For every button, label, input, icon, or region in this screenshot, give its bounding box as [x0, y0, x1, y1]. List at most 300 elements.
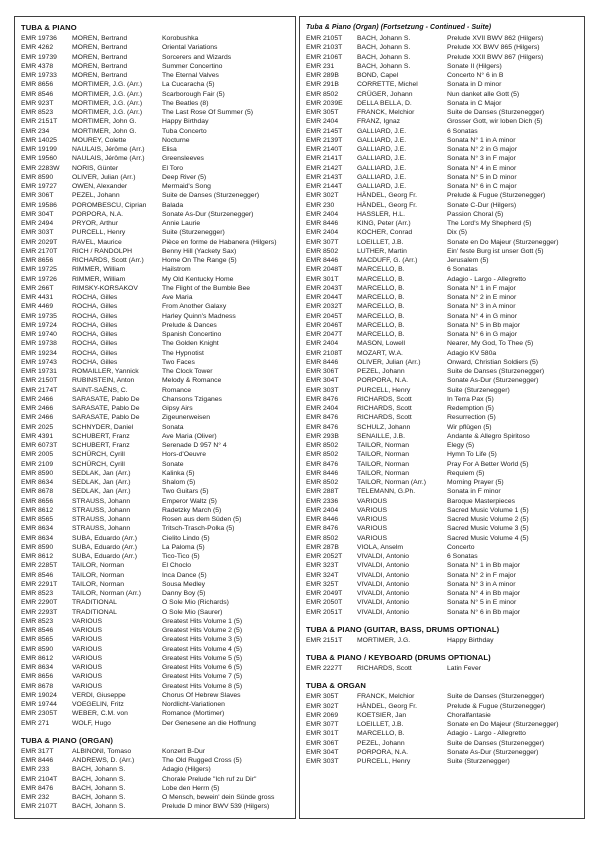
- row-title: Sonata N° 6 in Bb major: [447, 608, 520, 616]
- row-composer: MOREN, Bertrand: [72, 53, 128, 61]
- row-ref: EMR 2227T: [306, 665, 343, 672]
- row-composer: MARCELLO, B.: [357, 275, 405, 283]
- catalog-row: [306, 664, 578, 673]
- row-composer: VARIOUS: [357, 506, 388, 514]
- catalog-row: [21, 524, 289, 533]
- catalog-row: [21, 210, 289, 219]
- catalog-row: [21, 534, 289, 543]
- catalog-row: [306, 432, 578, 441]
- catalog-row: [21, 293, 289, 302]
- catalog-row: [306, 99, 578, 108]
- row-ref: EMR 2029T: [21, 238, 58, 246]
- row-ref: EMR 4378: [21, 62, 54, 70]
- catalog-row: [21, 432, 289, 441]
- row-composer: WEBER, C.M. von: [72, 710, 128, 718]
- row-ref: EMR 8523: [21, 109, 54, 116]
- row-title: Adagio - Largo - Allegretto: [447, 730, 526, 738]
- row-composer: MARCELLO, B.: [357, 294, 405, 301]
- row-composer: BOND, Capel: [357, 72, 399, 79]
- row-ref: EMR 8502: [306, 451, 339, 459]
- row-title: Prelude XVII BWV 862 (Hilgers): [447, 35, 544, 42]
- row-ref: EMR 287B: [306, 543, 339, 551]
- row-title: Sonata N° 4 in Bb major: [447, 590, 520, 597]
- row-ref: EMR 304T: [306, 377, 339, 385]
- row-ref: EMR 2404: [306, 506, 339, 514]
- row-composer: SARASATE, Pablo De: [72, 405, 140, 412]
- catalog-row: [306, 53, 578, 62]
- row-composer: TAILOR, Norman: [357, 451, 409, 459]
- row-ref: EMR 19727: [21, 183, 57, 190]
- row-composer: PURCELL, Henry: [357, 386, 411, 394]
- catalog-section: [21, 735, 289, 812]
- row-composer: SCHÜRCH, Cyrill: [72, 451, 125, 459]
- row-title: The Flight of the Bumble Bee: [162, 284, 251, 292]
- catalog-row: [306, 80, 578, 89]
- row-ref: EMR 307T: [306, 721, 339, 728]
- row-ref: EMR 19560: [21, 155, 57, 163]
- catalog-row: [306, 395, 578, 404]
- row-composer: LUTHER, Martin: [357, 247, 407, 255]
- row-composer: MORTIMER, J.G. (Arr.): [72, 90, 143, 98]
- row-title: Sonata N° 5 in Bb major: [447, 321, 520, 329]
- row-ref: EMR 19744: [21, 701, 57, 708]
- row-ref: EMR 2151T: [306, 636, 343, 644]
- row-title: The Beatles (8): [162, 99, 209, 107]
- row-composer: NORIS, Günter: [72, 164, 119, 172]
- catalog-row: [306, 589, 578, 598]
- row-composer: PORPORA, N.A.: [357, 377, 408, 385]
- row-ref: EMR 2104T: [21, 775, 58, 783]
- row-composer: OWEN, Alexander: [72, 183, 128, 190]
- catalog-row: [306, 321, 578, 330]
- row-ref: EMR 2305T: [21, 710, 58, 718]
- catalog-row: [306, 191, 578, 200]
- row-ref: EMR 2032T: [306, 303, 343, 311]
- row-title: Sonata N° 3 in A minor: [447, 303, 516, 311]
- row-composer: LOEILLET, J.B.: [357, 238, 404, 246]
- row-composer: TAILOR, Norman (Arr.): [72, 590, 141, 597]
- row-ref: EMR 19024: [21, 691, 57, 699]
- catalog-row: [306, 127, 578, 136]
- row-ref: EMR 303T: [21, 229, 54, 237]
- row-ref: EMR 2108T: [306, 349, 343, 357]
- row-title: Sorcerers and Wizards: [162, 53, 232, 61]
- row-composer: VARIOUS: [357, 497, 388, 505]
- row-composer: RICHARDS, Scott: [357, 395, 412, 403]
- row-title: Prelude & Dances: [162, 321, 217, 329]
- catalog-row: [306, 561, 578, 570]
- row-ref: EMR 317T: [21, 747, 54, 755]
- row-title: Rosen aus dem Süden (5): [162, 516, 242, 523]
- row-ref: EMR 8634: [21, 479, 54, 486]
- catalog-row: [306, 302, 578, 311]
- row-title: Baroque Masterpieces: [447, 497, 516, 505]
- row-ref: EMR 8446: [21, 757, 54, 764]
- catalog-row: [306, 534, 578, 543]
- catalog-row: [306, 552, 578, 561]
- row-title: Harley Quinn's Madness: [162, 312, 236, 320]
- row-composer: ROCHA, Gilles: [72, 331, 118, 338]
- row-composer: TRADITIONAL: [72, 608, 117, 616]
- row-composer: MORTIMER, J.G. (Arr.): [72, 99, 143, 107]
- row-title: Concerto N° 6 in B: [447, 72, 504, 79]
- row-ref: EMR 2150T: [21, 377, 58, 385]
- row-composer: MARCELLO, B.: [357, 303, 405, 311]
- row-ref: EMR 19743: [21, 358, 57, 366]
- row-ref: EMR 2404: [306, 229, 339, 237]
- row-title: Chorale Prelude "Ich ruf zu Dir": [162, 775, 257, 783]
- row-title: Suite (Sturzenegger): [162, 229, 225, 237]
- row-title: Happy Birthday: [447, 636, 494, 644]
- catalog-row: [306, 275, 578, 284]
- row-title: Nocturne: [162, 136, 190, 144]
- row-title: O Sole Mio (Richards): [162, 599, 229, 607]
- row-composer: VARIOUS: [72, 636, 103, 644]
- catalog-row: [21, 228, 289, 237]
- row-ref: EMR 2141T: [306, 155, 343, 163]
- row-title: Dix (5): [447, 229, 468, 237]
- row-composer: VARIOUS: [72, 673, 103, 681]
- row-composer: VARIOUS: [72, 617, 103, 625]
- catalog-row: [21, 284, 289, 293]
- catalog-row: [21, 154, 289, 163]
- row-composer: RIMMER, William: [72, 266, 126, 274]
- row-ref: EMR 8502: [306, 479, 339, 486]
- catalog-row: [306, 515, 578, 524]
- row-ref: EMR 8590: [21, 543, 54, 551]
- catalog-row: [21, 80, 289, 89]
- catalog-section: [306, 22, 578, 617]
- row-title: Greensleeves: [162, 155, 204, 163]
- row-composer: ROMAILLER, Yannick: [72, 368, 139, 375]
- row-title: The Lord's My Shepherd (5): [447, 220, 532, 227]
- row-ref: EMR 8656: [21, 673, 54, 681]
- row-title: Sonate: [162, 460, 184, 468]
- row-ref: EMR 8446: [306, 358, 339, 366]
- catalog-row: [306, 487, 578, 496]
- row-title: Adagio (Hilgers): [162, 766, 211, 774]
- left-column-panel: [14, 16, 296, 819]
- row-title: Sonate As-Dur (Sturzenegger): [447, 748, 539, 756]
- row-title: El Choclo: [162, 562, 192, 570]
- row-title: Hors-d'Oeuvre: [162, 451, 206, 459]
- row-title: Elisa: [162, 146, 177, 153]
- row-title: Hailstrom: [162, 266, 191, 274]
- catalog-row: [21, 672, 289, 681]
- row-composer: HÄNDEL, Georg Fr.: [357, 192, 418, 200]
- row-title: From Another Galaxy: [162, 303, 227, 311]
- row-composer: OLIVER, Julian (Arr.): [357, 358, 421, 366]
- catalog-row: [306, 729, 578, 738]
- row-title: Greatest Hits Volume 4 (5): [162, 645, 243, 653]
- row-title: Suite de Danses (Sturzenegger): [447, 109, 545, 116]
- row-composer: MOZART, W.A.: [357, 349, 403, 357]
- row-ref: EMR 324T: [306, 571, 339, 579]
- row-ref: EMR 325T: [306, 580, 339, 588]
- row-composer: MOREN, Bertrand: [72, 72, 128, 79]
- catalog-row: [306, 757, 578, 766]
- row-composer: CRÜGER, Johann: [357, 90, 413, 98]
- row-title: 6 Sonatas: [447, 127, 478, 135]
- catalog-row: [306, 256, 578, 265]
- row-title: Greatest Hits Volume 1 (5): [162, 617, 243, 625]
- row-composer: GALLIARD, J.E.: [357, 183, 407, 190]
- row-composer: PEZEL, Johann: [357, 739, 405, 747]
- catalog-row: [21, 34, 289, 43]
- catalog-row: [306, 608, 578, 617]
- catalog-row: [306, 450, 578, 459]
- catalog-row: [306, 284, 578, 293]
- catalog-row: [306, 330, 578, 339]
- catalog-row: [21, 700, 289, 709]
- catalog-row: [21, 238, 289, 247]
- row-title: Suite de Danses (Sturzenegger): [447, 368, 545, 375]
- row-composer: MARCELLO, B.: [357, 312, 405, 320]
- catalog-row: [21, 164, 289, 173]
- row-ref: EMR 231: [306, 62, 335, 70]
- row-ref: EMR 4262: [21, 44, 54, 52]
- catalog-row: [306, 164, 578, 173]
- catalog-row: [21, 580, 289, 589]
- catalog-row: [306, 580, 578, 589]
- row-title: Prelude & Fugue (Sturzenegger): [447, 192, 546, 200]
- row-title: Ave Maria: [162, 294, 193, 301]
- row-title: Greatest Hits Volume 6 (5): [162, 664, 243, 671]
- row-title: Greatest Hits Volume 8 (5): [162, 682, 243, 690]
- row-composer: RICH / RANDOLPH: [72, 247, 133, 255]
- catalog-row: [306, 478, 578, 487]
- row-title: Balada: [162, 201, 184, 209]
- row-composer: SUBA, Eduardo (Arr.): [72, 543, 137, 551]
- row-title: Resurrection (5): [447, 414, 496, 422]
- row-ref: EMR 302T: [306, 702, 339, 710]
- row-title: Pray For A Better World (5): [447, 460, 529, 468]
- row-title: 6 Sonatas: [447, 266, 478, 274]
- row-ref: EMR 2290T: [21, 599, 58, 607]
- row-title: Sacred Music Volume 3 (5): [447, 525, 529, 533]
- row-title: O Sole Mio (Saurer): [162, 608, 223, 616]
- row-ref: EMR 232: [21, 794, 50, 801]
- catalog-row: [21, 71, 289, 80]
- row-composer: VIVALDI, Antonio: [357, 599, 410, 607]
- row-composer: MOUREY, Colette: [72, 136, 127, 144]
- row-title: Onward, Christian Soldiers (5): [447, 358, 539, 366]
- row-title: Benny Hill (Yackety Sax): [162, 247, 237, 255]
- catalog-row: [21, 367, 289, 376]
- catalog-row: [21, 682, 289, 691]
- row-composer: VIVALDI, Antonio: [357, 590, 410, 597]
- row-title: The Eternal Valves: [162, 72, 219, 79]
- row-ref: EMR 4431: [21, 294, 54, 301]
- row-title: Elegy (5): [447, 442, 475, 449]
- section-title: TUBA & ORGAN: [306, 681, 366, 691]
- row-title: Cielito Lindo (5): [162, 534, 210, 542]
- row-composer: BACH, Johann S.: [72, 775, 126, 783]
- row-composer: MORTIMER, J.G.: [357, 636, 411, 644]
- section-title: TUBA & PIANO (ORGAN): [21, 735, 113, 745]
- catalog-row: [21, 478, 289, 487]
- row-ref: EMR 19199: [21, 146, 57, 153]
- row-composer: PURCELL, Henry: [357, 758, 411, 765]
- row-composer: BACH, Johann S.: [72, 803, 126, 811]
- row-ref: EMR 304T: [306, 748, 339, 756]
- row-composer: MARCELLO, B.: [357, 266, 405, 274]
- section-rows: [21, 34, 289, 728]
- catalog-row: [21, 608, 289, 617]
- row-ref: EMR 2404: [306, 405, 339, 412]
- row-ref: EMR 305T: [306, 693, 339, 701]
- row-title: Adagio KV 580a: [447, 349, 497, 357]
- row-composer: SARASATE, Pablo De: [72, 414, 140, 422]
- catalog-row: [306, 367, 578, 376]
- row-composer: RICHARDS, Scott (Arr.): [72, 257, 144, 264]
- row-composer: RIMMER, William: [72, 275, 126, 283]
- section-rows: [21, 747, 289, 812]
- catalog-row: [306, 228, 578, 237]
- row-title: Danny Boy (5): [162, 590, 206, 597]
- row-ref: EMR 2045T: [306, 312, 343, 320]
- row-title: Shalom (5): [162, 479, 196, 486]
- section-title: TUBA & PIANO: [21, 23, 77, 32]
- catalog-row: [21, 765, 289, 774]
- row-composer: TRADITIONAL: [72, 599, 117, 607]
- row-ref: EMR 8446: [306, 516, 339, 523]
- catalog-row: [21, 802, 289, 811]
- catalog-row: [21, 395, 289, 404]
- row-ref: EMR 6073T: [21, 442, 58, 449]
- row-ref: EMR 288T: [306, 488, 339, 496]
- row-composer: MORTIMER, John G.: [72, 118, 137, 126]
- catalog-row: [306, 404, 578, 413]
- row-composer: RICHARDS, Scott: [357, 405, 412, 412]
- row-title: Sonata N° 3 in A minor: [447, 580, 516, 588]
- row-title: Wir pflügen (5): [447, 423, 492, 431]
- row-composer: PRYOR, Arthur: [72, 220, 118, 227]
- row-ref: EMR 301T: [306, 275, 339, 283]
- row-composer: GALLIARD, J.E.: [357, 136, 407, 144]
- row-title: Suite (Sturzenegger): [447, 758, 510, 765]
- catalog-section: [306, 624, 578, 645]
- row-ref: EMR 323T: [306, 562, 339, 570]
- row-title: Sonata in D minor: [447, 81, 502, 89]
- catalog-row: [21, 256, 289, 265]
- row-title: Prelude XXII BWV 867 (Hilgers): [447, 53, 544, 61]
- catalog-row: [21, 756, 289, 765]
- row-composer: VARIOUS: [72, 627, 103, 634]
- catalog-row: [21, 506, 289, 515]
- row-ref: EMR 2048T: [306, 266, 343, 274]
- catalog-row: [306, 312, 578, 321]
- catalog-row: [306, 711, 578, 720]
- row-title: Two Faces: [162, 358, 195, 366]
- catalog-row: [306, 219, 578, 228]
- catalog-row: [306, 571, 578, 580]
- row-ref: EMR 19740: [21, 331, 57, 338]
- row-ref: EMR 2144T: [306, 183, 343, 190]
- row-ref: EMR 2404: [306, 210, 339, 218]
- row-composer: BACH, Johann S.: [357, 35, 411, 42]
- row-ref: EMR 8656: [21, 257, 54, 264]
- catalog-row: [21, 339, 289, 348]
- catalog-row: [306, 173, 578, 182]
- catalog-row: [306, 210, 578, 219]
- row-composer: SCHUBERT, Franz: [72, 432, 130, 440]
- catalog-row: [306, 293, 578, 302]
- row-composer: BACH, Johann S.: [72, 784, 126, 792]
- catalog-row: [306, 265, 578, 274]
- row-ref: EMR 293B: [306, 432, 339, 440]
- row-title: Sonata N° 1 in A minor: [447, 136, 516, 144]
- row-ref: EMR 8523: [21, 590, 54, 597]
- row-composer: BACH, Johann S.: [357, 44, 411, 52]
- row-composer: GALLIARD, J.E.: [357, 164, 407, 172]
- row-ref: EMR 271: [21, 719, 50, 727]
- row-ref: EMR 2139T: [306, 136, 343, 144]
- row-composer: SEDLAK, Jan (Arr.): [72, 488, 131, 496]
- row-composer: VIVALDI, Antonio: [357, 562, 410, 570]
- row-ref: EMR 8502: [306, 442, 339, 449]
- row-composer: VARIOUS: [72, 645, 103, 653]
- row-composer: MARCELLO, B.: [357, 284, 405, 292]
- row-ref: EMR 8546: [21, 90, 54, 98]
- row-title: My Old Kentucky Home: [162, 275, 234, 283]
- row-ref: EMR 19738: [21, 340, 57, 348]
- section-rows: [306, 34, 578, 617]
- row-ref: EMR 2466: [21, 405, 54, 412]
- row-composer: STRAUSS, Johann: [72, 506, 131, 514]
- catalog-row: [306, 702, 578, 711]
- catalog-row: [21, 173, 289, 182]
- row-composer: BACH, Johann S.: [357, 53, 411, 61]
- catalog-row: [21, 312, 289, 321]
- catalog-row: [306, 497, 578, 506]
- catalog-section: [306, 652, 578, 673]
- row-composer: ROCHA, Gilles: [72, 358, 118, 366]
- catalog-row: [21, 709, 289, 718]
- catalog-row: [21, 691, 289, 700]
- row-ref: EMR 14025: [21, 136, 57, 144]
- row-ref: EMR 19731: [21, 368, 57, 375]
- catalog-row: [306, 201, 578, 210]
- catalog-row: [21, 275, 289, 284]
- row-ref: EMR 2107T: [21, 803, 58, 811]
- row-ref: EMR 8612: [21, 506, 54, 514]
- catalog-row: [306, 692, 578, 701]
- row-title: Grosser Gott, wir loben Dich (5): [447, 118, 543, 126]
- row-composer: ROCHA, Gilles: [72, 294, 118, 301]
- row-title: Konzert B-Dur: [162, 747, 206, 755]
- row-title: Korobushka: [162, 35, 199, 42]
- catalog-row: [21, 376, 289, 385]
- row-title: Annie Laurie: [162, 220, 201, 227]
- row-composer: TAILOR, Norman: [72, 562, 124, 570]
- row-title: O Mensch, bewein' dein Sünde gross: [162, 794, 275, 801]
- row-ref: EMR 8546: [21, 571, 54, 579]
- row-composer: PEZEL, Johann: [357, 368, 405, 375]
- row-ref: EMR 8446: [306, 220, 339, 227]
- catalog-row: [306, 386, 578, 395]
- row-ref: EMR 8523: [21, 617, 54, 625]
- row-title: Prelude & Fugue (Sturzenegger): [447, 702, 546, 710]
- catalog-row: [21, 469, 289, 478]
- section-title: Tuba & Piano (Organ) (Fortsetzung - Continued - Suite): [306, 24, 492, 31]
- row-composer: HASSLER, H.L.: [357, 210, 405, 218]
- row-title: Morning Prayer (5): [447, 479, 504, 486]
- row-ref: EMR 8678: [21, 682, 54, 690]
- catalog-row: [21, 108, 289, 117]
- row-composer: GALLIARD, J.E.: [357, 155, 407, 163]
- row-composer: MOREN, Bertrand: [72, 44, 128, 52]
